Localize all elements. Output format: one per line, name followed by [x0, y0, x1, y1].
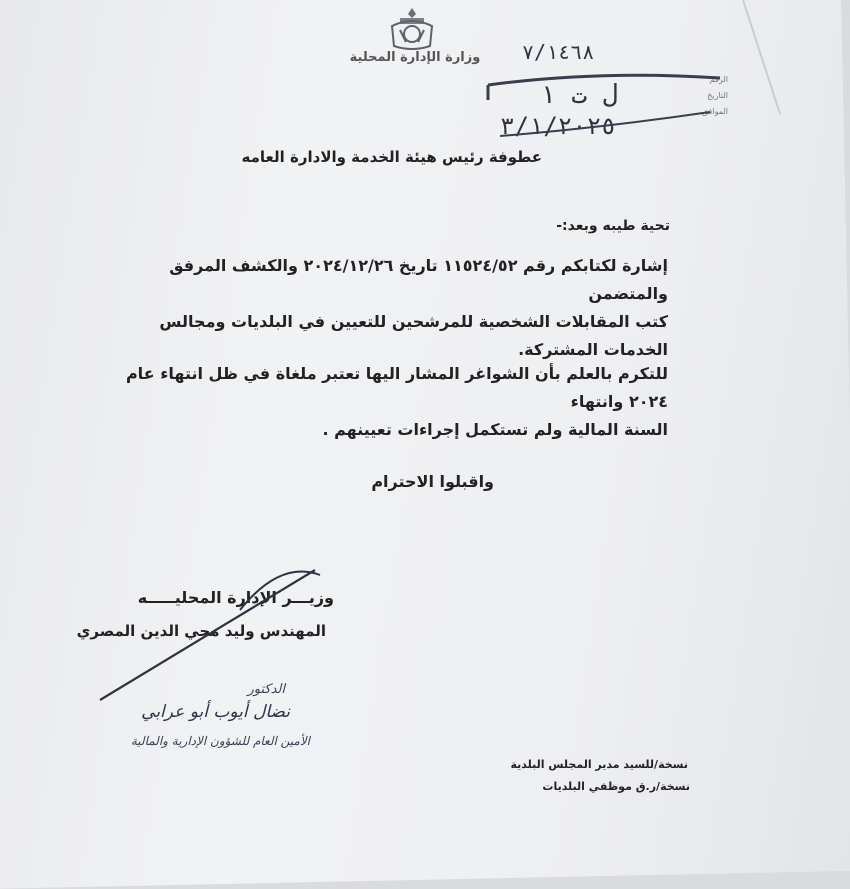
paragraph-line: للتكرم بالعلم بأن الشواغر المشار اليها تعتبر ملغاة في ظل انتهاء عام ٢٠٢٤ وانتهاء	[125, 364, 668, 411]
handwritten-date: ٣/١/٢٠٢٥	[500, 112, 616, 140]
greeting-line: تحية طيبه وبعد:-	[556, 218, 670, 234]
signatory-name: المهندس وليد محي الدين المصري	[76, 622, 326, 640]
label-corresponding: الموافق	[701, 107, 728, 116]
handwritten-reference-number: ٧/١٤٦٨	[522, 40, 595, 64]
ministry-name: وزارة الإدارة المحلية	[349, 50, 481, 65]
label-number: الرقم	[709, 75, 728, 84]
closing-line: واقبلوا الاحترام	[371, 472, 494, 491]
paragraph-line: السنة المالية ولم تستكمل إجراءات تعيينهم .	[322, 420, 668, 439]
handwritten-date-stroke	[500, 112, 710, 136]
deputy-title: الدكتور	[247, 682, 285, 697]
paragraph-line: إشارة لكتابكم رقم ١١٥٢٤/٥٢ تاريخ ٢٠٢٤/١٢/٢٦ والكشف المرفق والمتضمن	[169, 256, 668, 303]
addressee-line: عطوفة رئيس هيئة الخدمة والادارة العامه	[241, 148, 542, 166]
deputy-name: نضال أيوب أبو عرابي	[141, 702, 290, 722]
signature-stroke	[100, 570, 315, 700]
signatory-title: وزيـــر الإدارة المحليـــــه	[137, 588, 334, 607]
paragraph-line: كتب المقابلات الشخصية للمرشحين للتعيين في البلديات ومجالس الخدمات المشتركة.	[159, 312, 668, 359]
copy-recipient-1: نسخة/للسيد مدير المجلس البلدية	[510, 758, 688, 771]
label-date: التاريخ	[707, 91, 728, 100]
deputy-role: الأمين العام للشؤون الإدارية والمالية	[130, 734, 310, 748]
copy-recipient-2: نسخة/ر.ق موظفي البلديات	[542, 780, 690, 793]
handwritten-code: ل ت ١	[540, 80, 619, 110]
handwritten-underline	[488, 75, 720, 100]
